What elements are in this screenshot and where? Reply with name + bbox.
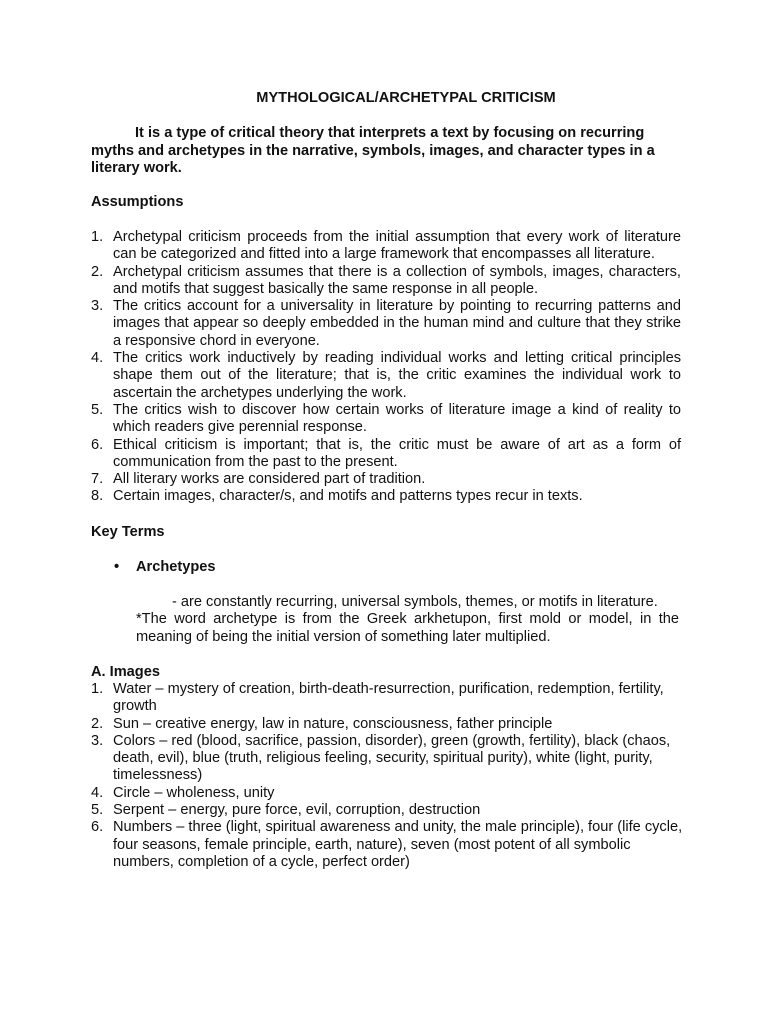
list-item-text: The critics account for a universality in literature by pointing to recurring patterns and images that appear so deeply embedded in the human mind and culture that they strike a responsive chord in everyone. xyxy=(113,298,681,349)
list-item-text: The critics wish to discover how certain works of literature image a kind of reality to which readers give perennial response. xyxy=(113,401,681,436)
list-item-number: 2. xyxy=(91,715,104,732)
list-item xyxy=(91,298,681,350)
list-item-text: Numbers – three (light, spiritual awareness and unity, the male principle), four (life cycle, four seasons, female principle, earth, nature), seven (most potent of all symbolic numbers, completion of a cycle, perfect order) xyxy=(113,819,683,870)
list-item xyxy=(91,733,685,785)
list-item xyxy=(91,402,681,437)
list-item-number: 5. xyxy=(91,802,104,819)
list-item-number: 6. xyxy=(91,436,104,453)
archetypes-definition-block xyxy=(136,594,679,646)
list-item-number: 1. xyxy=(91,681,104,697)
list-item xyxy=(91,785,685,802)
list-item-number: 3. xyxy=(91,298,104,315)
archetypes-definition: - are constantly recurring, universal symbols, themes, or motifs in literature. xyxy=(172,594,658,610)
list-item-text: Water – mystery of creation, birth-death-resurrection, purification, redemption, fertility, growth xyxy=(113,681,664,715)
list-item xyxy=(91,681,685,716)
list-item xyxy=(91,471,681,488)
list-item-number: 5. xyxy=(91,401,104,418)
list-item-text: The critics work inductively by reading individual works and letting critical principles shape them out of the literature; that is, the critic examines the individual work to ascertain the archetypes underlying the work. xyxy=(113,350,681,401)
images-list xyxy=(91,681,685,871)
list-item-number: 3. xyxy=(91,732,104,749)
archetypes-bullet xyxy=(114,559,216,575)
list-item-number: 8. xyxy=(91,488,104,505)
list-item-number: 6. xyxy=(91,819,104,836)
list-item xyxy=(91,437,681,472)
list-item xyxy=(91,229,681,264)
list-item-text: Serpent – energy, pure force, evil, corruption, destruction xyxy=(113,802,481,819)
list-item-text: Circle – wholeness, unity xyxy=(113,784,275,801)
bullet-icon: • xyxy=(114,559,120,575)
archetypes-note: *The word archetype is from the Greek arkhetupon, first mold or model, in the meaning of being the initial version of something later multiplied. xyxy=(136,611,679,645)
key-terms-heading: Key Terms xyxy=(91,524,165,540)
document-title: MYTHOLOGICAL/ARCHETYPAL CRITICISM xyxy=(256,90,556,106)
assumptions-heading: Assumptions xyxy=(91,194,184,210)
list-item-number: 1. xyxy=(91,229,104,245)
list-item-number: 4. xyxy=(91,784,104,801)
list-item-number: 7. xyxy=(91,471,104,488)
list-item-number: 4. xyxy=(91,350,104,367)
list-item xyxy=(91,716,685,733)
list-item-text: Archetypal criticism assumes that there is a collection of symbols, images, characters, and motifs that suggest basically the same response in all people. xyxy=(113,263,681,297)
list-item xyxy=(91,350,681,402)
list-item-text: Certain images, character/s, and motifs and patterns types recur in texts. xyxy=(113,488,583,505)
images-heading: A. Images xyxy=(91,664,160,680)
list-item xyxy=(91,264,681,299)
list-item-number: 2. xyxy=(91,263,104,280)
list-item xyxy=(91,802,685,819)
list-item-text: Archetypal criticism proceeds from the initial assumption that every work of literature can be categorized and fitted into a large framework that encompasses all literature. xyxy=(113,229,681,263)
list-item-text: All literary works are considered part of tradition. xyxy=(113,471,426,488)
list-item-text: Sun – creative energy, law in nature, consciousness, father principle xyxy=(113,715,553,732)
list-item xyxy=(91,488,681,505)
list-item xyxy=(91,819,685,871)
list-item-text: Ethical criticism is important; that is, the critic must be aware of art as a form of communication from the past to the present. xyxy=(113,436,681,470)
list-item-text: Colors – red (blood, sacrifice, passion, disorder), green (growth, fertility), black (chaos, death, evil), blue (truth, religious feeling, security, spiritual purity), white (light, purity, timelessness) xyxy=(113,732,671,784)
intro-paragraph: It is a type of critical theory that interprets a text by focusing on recurring myths and archetypes in the narrative, symbols, images, and character types in a literary work. xyxy=(91,125,655,176)
archetypes-label: Archetypes xyxy=(136,559,216,575)
assumptions-list xyxy=(91,229,681,506)
